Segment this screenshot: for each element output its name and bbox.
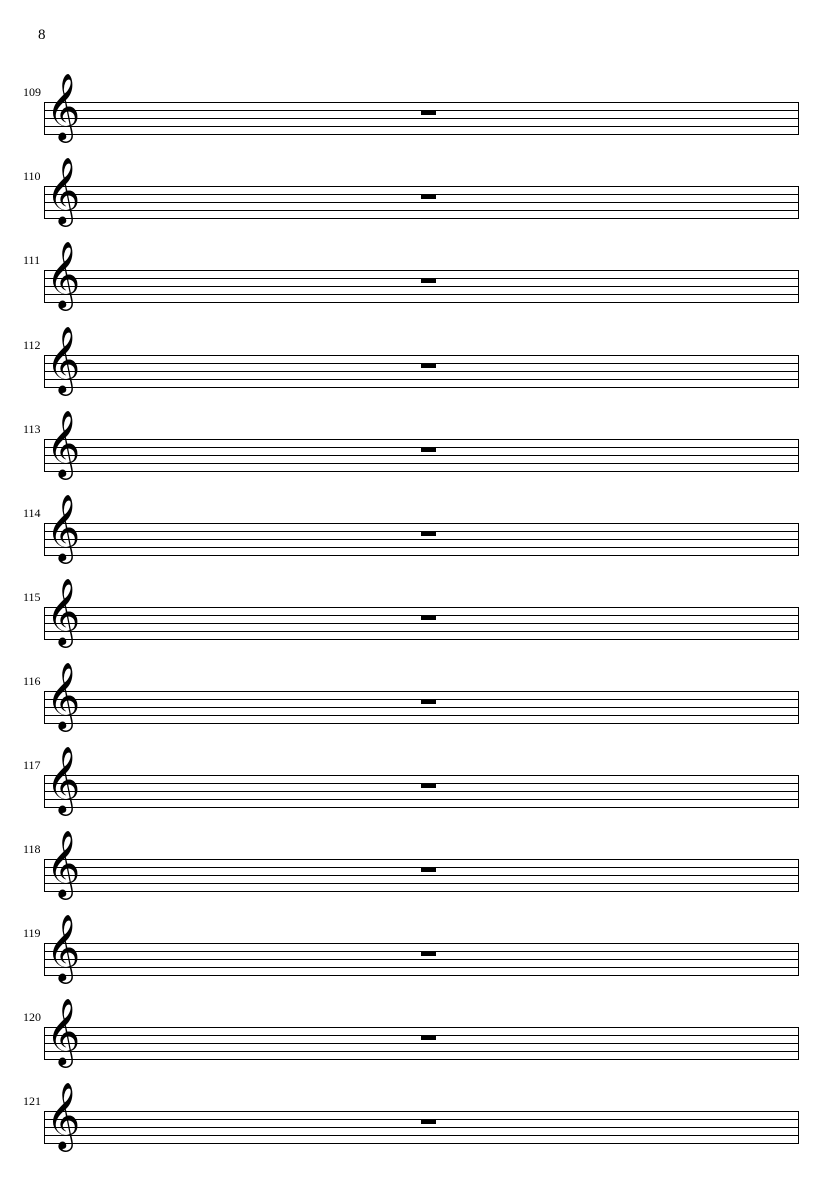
staff-system bbox=[0, 325, 835, 403]
staff-line bbox=[44, 1051, 799, 1052]
staff-line bbox=[44, 547, 799, 548]
staff-system bbox=[0, 1081, 835, 1159]
staff-system bbox=[0, 997, 835, 1075]
staff-line bbox=[44, 891, 799, 892]
whole-measure-rest bbox=[421, 278, 436, 283]
staff-line bbox=[44, 639, 799, 640]
staff-line bbox=[44, 715, 799, 716]
staff-line bbox=[44, 607, 799, 608]
staff-line bbox=[44, 707, 799, 708]
whole-measure-rest bbox=[421, 699, 436, 704]
staff-line bbox=[44, 210, 799, 211]
staff-line bbox=[44, 959, 799, 960]
staff-line bbox=[44, 1059, 799, 1060]
whole-measure-rest bbox=[421, 867, 436, 872]
staff-line bbox=[44, 975, 799, 976]
staff bbox=[44, 186, 799, 218]
treble-clef-icon: 𝄞 bbox=[46, 829, 81, 897]
barline-right bbox=[798, 1111, 799, 1144]
staff bbox=[44, 270, 799, 302]
whole-measure-rest bbox=[421, 363, 436, 368]
barline-right bbox=[798, 102, 799, 135]
whole-measure-rest bbox=[421, 615, 436, 620]
treble-clef-icon: 𝄞 bbox=[46, 156, 81, 224]
measure-number: 116 bbox=[23, 674, 41, 688]
staff-system bbox=[0, 913, 835, 991]
measure-number: 119 bbox=[23, 926, 41, 940]
whole-measure-rest bbox=[421, 110, 436, 115]
treble-clef-icon: 𝄞 bbox=[46, 325, 81, 393]
staff-system bbox=[0, 829, 835, 907]
staff-line bbox=[44, 967, 799, 968]
staff bbox=[44, 943, 799, 975]
staff-line bbox=[44, 555, 799, 556]
treble-clef-icon: 𝄞 bbox=[46, 1081, 81, 1149]
measure-number: 109 bbox=[23, 85, 41, 99]
treble-clef-icon: 𝄞 bbox=[46, 577, 81, 645]
staff-line bbox=[44, 859, 799, 860]
staff-line bbox=[44, 270, 799, 271]
barline-right bbox=[798, 1027, 799, 1060]
staff-line bbox=[44, 791, 799, 792]
staff-line bbox=[44, 1135, 799, 1136]
staff bbox=[44, 439, 799, 471]
staff-line bbox=[44, 126, 799, 127]
staff bbox=[44, 523, 799, 555]
barline-right bbox=[798, 355, 799, 388]
measure-number: 120 bbox=[23, 1010, 41, 1024]
whole-measure-rest bbox=[421, 447, 436, 452]
staff-system bbox=[0, 72, 835, 150]
staff-line bbox=[44, 799, 799, 800]
staff-line bbox=[44, 723, 799, 724]
staff bbox=[44, 1027, 799, 1059]
staff-line bbox=[44, 883, 799, 884]
treble-clef-icon: 𝄞 bbox=[46, 745, 81, 813]
measure-number: 121 bbox=[23, 1094, 41, 1108]
staff bbox=[44, 355, 799, 387]
staff bbox=[44, 775, 799, 807]
staff-line bbox=[44, 102, 799, 103]
staff-line bbox=[44, 1143, 799, 1144]
staff-line bbox=[44, 1111, 799, 1112]
measure-number: 111 bbox=[23, 253, 41, 267]
staff-line bbox=[44, 186, 799, 187]
measure-number: 110 bbox=[23, 169, 41, 183]
treble-clef-icon: 𝄞 bbox=[46, 409, 81, 477]
treble-clef-icon: 𝄞 bbox=[46, 661, 81, 729]
staff-line bbox=[44, 471, 799, 472]
treble-clef-icon: 𝄞 bbox=[46, 72, 81, 140]
staff-line bbox=[44, 202, 799, 203]
measure-number: 117 bbox=[23, 758, 41, 772]
staff-line bbox=[44, 118, 799, 119]
whole-measure-rest bbox=[421, 194, 436, 199]
staff-line bbox=[44, 623, 799, 624]
measure-number: 112 bbox=[23, 338, 41, 352]
staff-line bbox=[44, 631, 799, 632]
staff-line bbox=[44, 523, 799, 524]
barline-right bbox=[798, 943, 799, 976]
page-number: 8 bbox=[38, 27, 46, 43]
staff-line bbox=[44, 943, 799, 944]
staff-system bbox=[0, 577, 835, 655]
staff-system bbox=[0, 493, 835, 571]
treble-clef-icon: 𝄞 bbox=[46, 913, 81, 981]
staff bbox=[44, 691, 799, 723]
barline-right bbox=[798, 859, 799, 892]
staff bbox=[44, 859, 799, 891]
staff-line bbox=[44, 1127, 799, 1128]
barline-right bbox=[798, 270, 799, 303]
staff-system bbox=[0, 409, 835, 487]
barline-right bbox=[798, 607, 799, 640]
staff-line bbox=[44, 387, 799, 388]
staff-system bbox=[0, 745, 835, 823]
barline-right bbox=[798, 186, 799, 219]
barline-right bbox=[798, 775, 799, 808]
measure-number: 115 bbox=[23, 590, 41, 604]
staff-system bbox=[0, 156, 835, 234]
treble-clef-icon: 𝄞 bbox=[46, 493, 81, 561]
staff-line bbox=[44, 302, 799, 303]
staff-line bbox=[44, 875, 799, 876]
barline-right bbox=[798, 523, 799, 556]
barline-right bbox=[798, 691, 799, 724]
treble-clef-icon: 𝄞 bbox=[46, 997, 81, 1065]
staff bbox=[44, 1111, 799, 1143]
whole-measure-rest bbox=[421, 1119, 436, 1124]
staff-line bbox=[44, 286, 799, 287]
measure-number: 114 bbox=[23, 506, 41, 520]
staff-line bbox=[44, 463, 799, 464]
whole-measure-rest bbox=[421, 1035, 436, 1040]
staff-line bbox=[44, 1043, 799, 1044]
whole-measure-rest bbox=[421, 951, 436, 956]
measure-number: 118 bbox=[23, 842, 41, 856]
staff-line bbox=[44, 379, 799, 380]
barline-right bbox=[798, 439, 799, 472]
whole-measure-rest bbox=[421, 531, 436, 536]
treble-clef-icon: 𝄞 bbox=[46, 240, 81, 308]
staff-system bbox=[0, 661, 835, 739]
staff-line bbox=[44, 355, 799, 356]
staff-line bbox=[44, 539, 799, 540]
staff bbox=[44, 102, 799, 134]
staff-line bbox=[44, 807, 799, 808]
staff-line bbox=[44, 218, 799, 219]
staff bbox=[44, 607, 799, 639]
staff-line bbox=[44, 1027, 799, 1028]
staff-line bbox=[44, 294, 799, 295]
measure-number: 113 bbox=[23, 422, 41, 436]
staff-line bbox=[44, 439, 799, 440]
staff-line bbox=[44, 455, 799, 456]
staff-line bbox=[44, 371, 799, 372]
staff-line bbox=[44, 134, 799, 135]
staff-line bbox=[44, 691, 799, 692]
whole-measure-rest bbox=[421, 783, 436, 788]
staff-system bbox=[0, 240, 835, 318]
staff-line bbox=[44, 775, 799, 776]
